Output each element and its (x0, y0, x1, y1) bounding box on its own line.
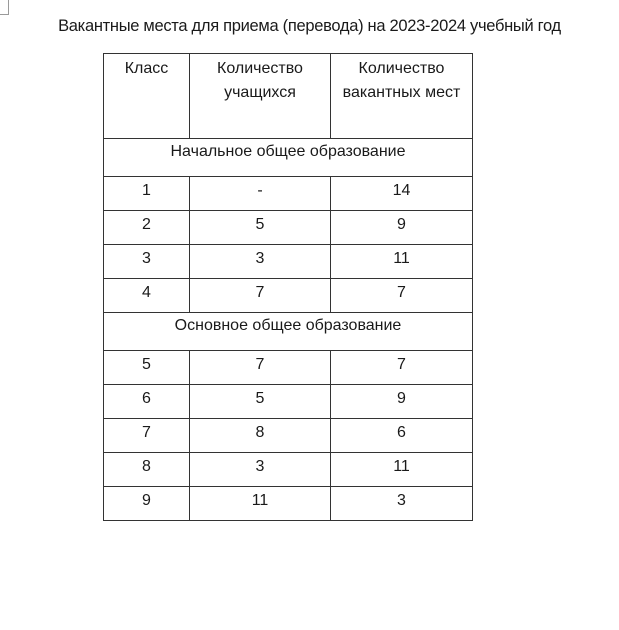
page-corner-mark (0, 0, 9, 15)
cell-vacancies: 11 (331, 245, 473, 279)
table-row (104, 279, 473, 313)
cell-students: 7 (190, 351, 331, 385)
section-title: Начальное общее образование (104, 139, 473, 177)
header-students-count: Количество учащихся (190, 54, 331, 139)
cell-vacancies: 11 (331, 453, 473, 487)
header-class: Класс (104, 54, 190, 139)
cell-class: 2 (104, 211, 190, 245)
vacancies-table (103, 53, 473, 521)
cell-students: - (190, 177, 331, 211)
header-vacancies-count: Количество вакантных мест (331, 54, 473, 139)
table-row (104, 487, 473, 521)
table-row (104, 351, 473, 385)
cell-class: 9 (104, 487, 190, 521)
cell-vacancies: 3 (331, 487, 473, 521)
page-title: Вакантные места для приема (перевода) на 2023-2024 учебный год (58, 17, 561, 35)
cell-vacancies: 7 (331, 351, 473, 385)
cell-class: 7 (104, 419, 190, 453)
cell-vacancies: 14 (331, 177, 473, 211)
cell-class: 3 (104, 245, 190, 279)
table-row (104, 211, 473, 245)
cell-vacancies: 6 (331, 419, 473, 453)
table-row (104, 419, 473, 453)
table-row (104, 385, 473, 419)
cell-students: 11 (190, 487, 331, 521)
cell-class: 6 (104, 385, 190, 419)
table-row (104, 245, 473, 279)
cell-vacancies: 7 (331, 279, 473, 313)
cell-class: 8 (104, 453, 190, 487)
cell-class: 1 (104, 177, 190, 211)
cell-students: 7 (190, 279, 331, 313)
section-title: Основное общее образование (104, 313, 473, 351)
cell-students: 3 (190, 453, 331, 487)
cell-class: 4 (104, 279, 190, 313)
section-row (104, 139, 473, 177)
table-row (104, 177, 473, 211)
cell-students: 5 (190, 385, 331, 419)
cell-class: 5 (104, 351, 190, 385)
cell-vacancies: 9 (331, 211, 473, 245)
cell-vacancies: 9 (331, 385, 473, 419)
cell-students: 8 (190, 419, 331, 453)
table-row (104, 453, 473, 487)
cell-students: 5 (190, 211, 331, 245)
section-row (104, 313, 473, 351)
cell-students: 3 (190, 245, 331, 279)
table-header-row (104, 54, 473, 139)
